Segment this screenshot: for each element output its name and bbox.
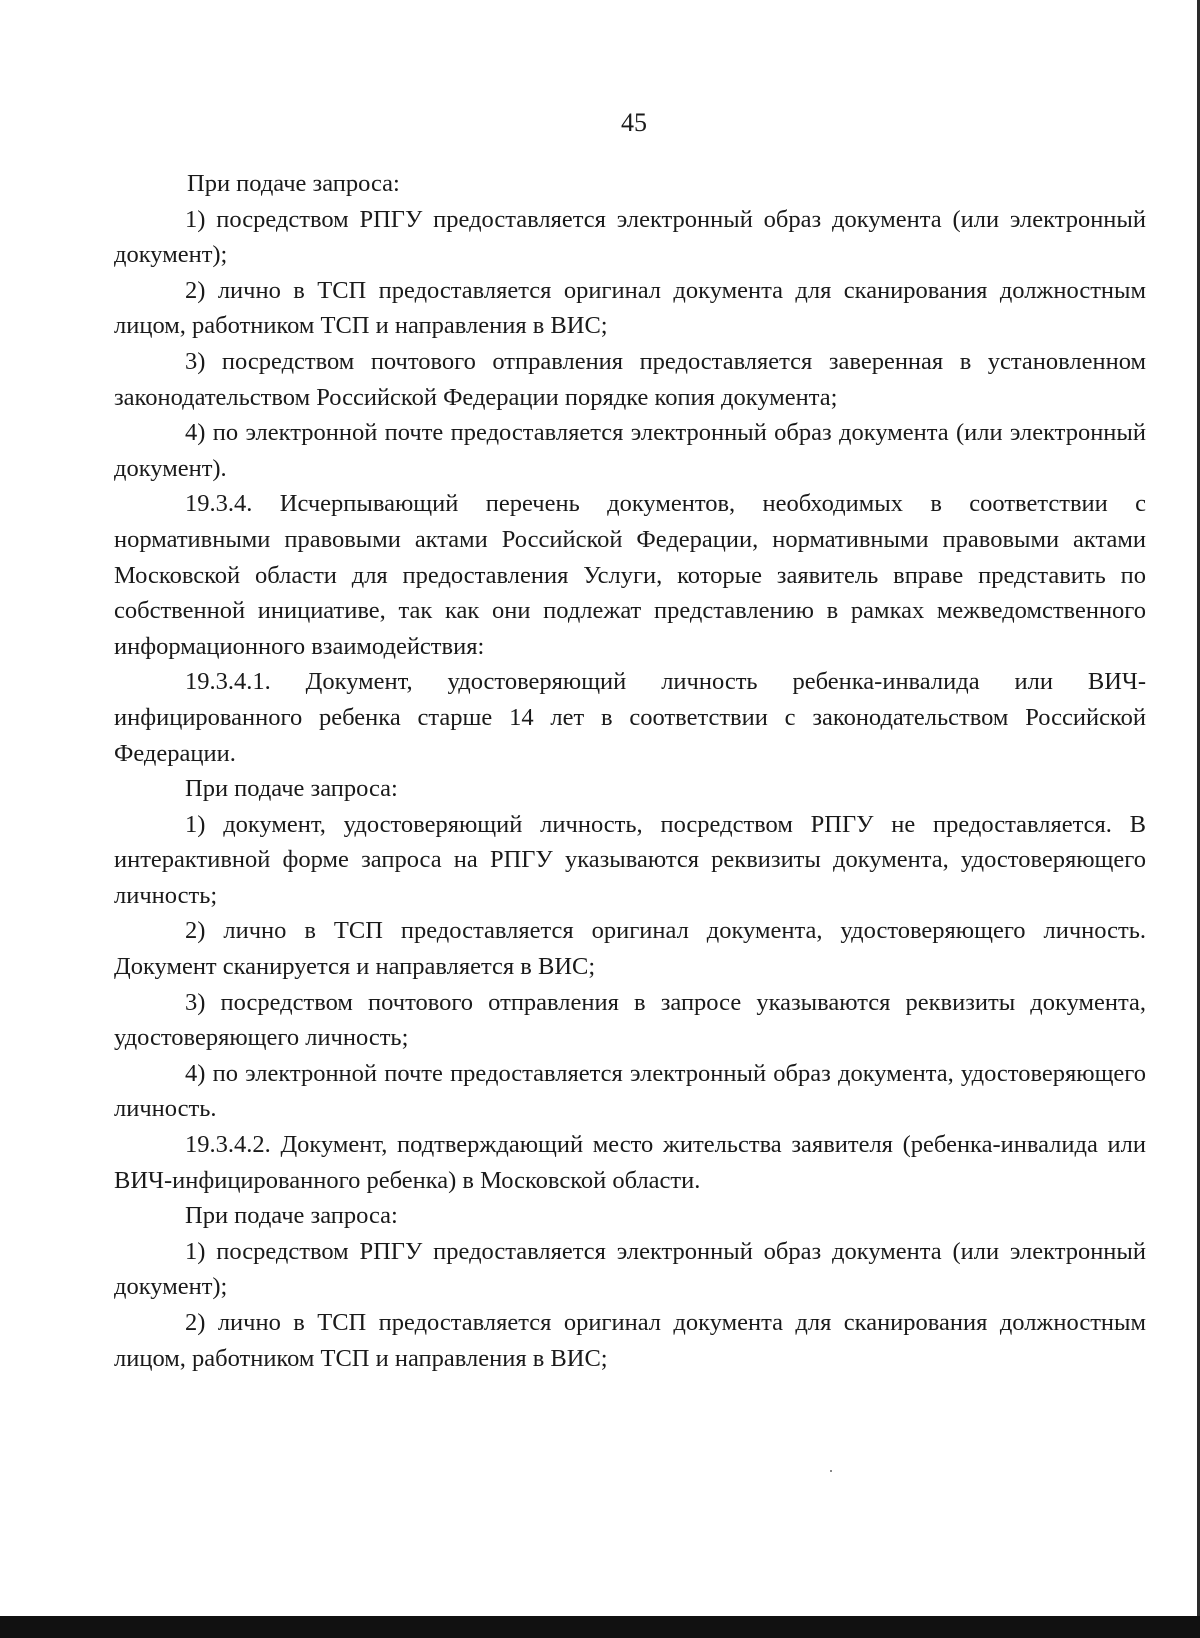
scan-edge-bottom: [0, 1616, 1200, 1638]
document-body: [114, 166, 1146, 1376]
paragraph: 19.3.4. Исчерпывающий перечень документов, необходимых в соответствии с нормативными правовыми актами Российской Федерации, нормативными правовыми актами Московской области для предоставления Услуги, которые заявитель вправе представить по собственной инициативе, так как они подлежат представлению в рамках межведомственного информационного взаимодействия:: [114, 490, 1146, 660]
paragraph: 1) посредством РПГУ предоставляется электронный образ документа (или электронный документ);: [114, 205, 1146, 269]
paragraph: 2) лично в ТСП предоставляется оригинал документа для сканирования должностным лицом, работником ТСП и направления в ВИС;: [114, 1309, 1146, 1372]
paragraph: 4) по электронной почте предоставляется электронный образ документа (или электронный документ).: [114, 419, 1146, 482]
paragraph: 4) по электронной почте предоставляется электронный образ документа, удостоверяющего личность.: [114, 1059, 1146, 1123]
paragraph: 1) посредством РПГУ предоставляется электронный образ документа (или электронный документ);: [114, 1237, 1146, 1301]
scan-artifact: [830, 1470, 832, 1472]
paragraph: 2) лично в ТСП предоставляется оригинал документа, удостоверяющего личность. Документ сканируется и направляется в ВИС;: [114, 917, 1146, 981]
page-number: 45: [621, 108, 647, 137]
paragraph: 3) посредством почтового отправления в запросе указываются реквизиты документа, удостоверяющего личность;: [114, 988, 1146, 1052]
paragraph: При подаче запроса:: [185, 775, 398, 803]
paragraph: При подаче запроса:: [185, 1202, 398, 1230]
paragraph: 2) лично в ТСП предоставляется оригинал документа для сканирования должностным лицом, работником ТСП и направления в ВИС;: [114, 276, 1146, 340]
paragraph: При подаче запроса:: [187, 170, 400, 197]
paragraph: 19.3.4.1. Документ, удостоверяющий личность ребенка-инвалида или ВИЧ-инфицированного ребенка старше 14 лет в соответствии с законодательством Российской Федерации.: [114, 668, 1146, 767]
paragraph: 19.3.4.2. Документ, подтверждающий место жительства заявителя (ребенка-инвалида или ВИЧ-инфицированного ребенка) в Московской области.: [114, 1131, 1146, 1194]
paragraph: 1) документ, удостоверяющий личность, посредством РПГУ не предоставляется. В интерактивной форме запроса на РПГУ указываются реквизиты документа, удостоверяющего личность;: [114, 810, 1146, 909]
paragraph: 3) посредством почтового отправления предоставляется заверенная в установленном законодательством Российской Федерации порядке копия документа;: [114, 347, 1146, 411]
